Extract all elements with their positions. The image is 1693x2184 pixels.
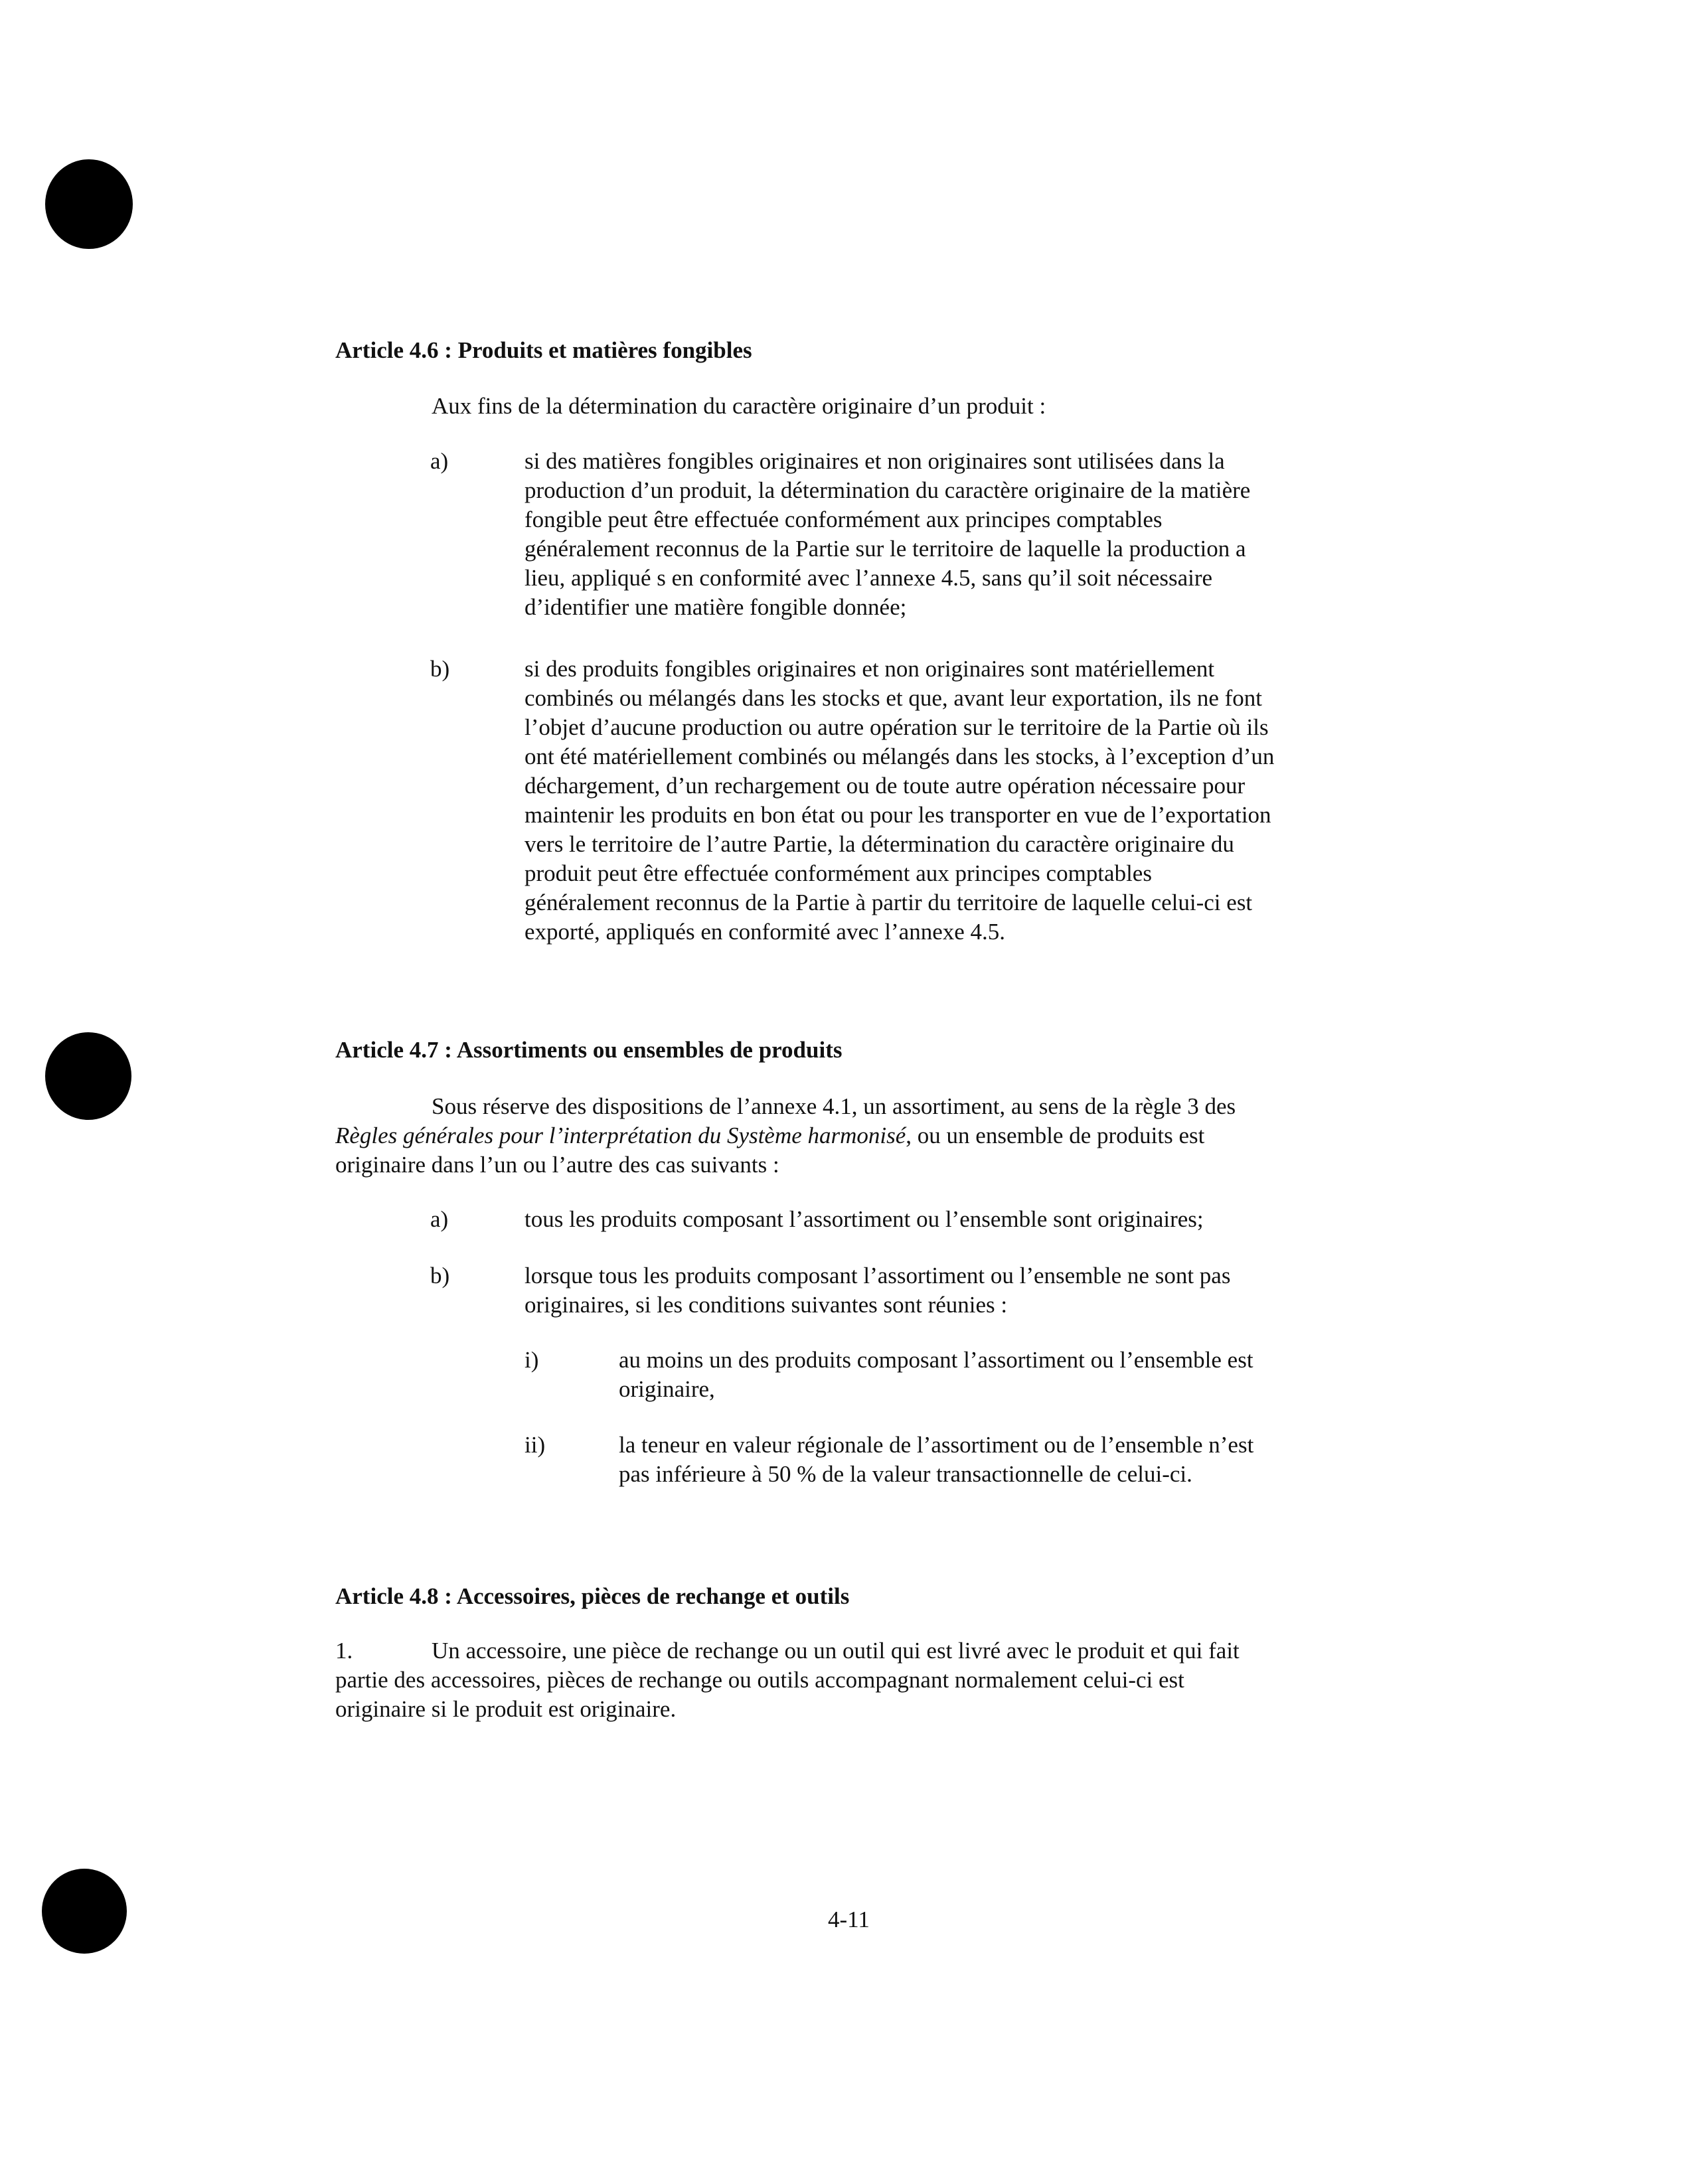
article-4-7-heading: Article 4.7 : Assortiments ou ensembles de produits: [335, 1037, 843, 1063]
punch-hole-top: [45, 159, 133, 249]
article-4-6-item-b: [524, 655, 1274, 947]
intro-line-1: Sous réserve des dispositions de l’annexe 4.1, un assortiment, au sens de la règle 3 des: [432, 1093, 1236, 1119]
article-4-7-item-b-marker: b): [430, 1263, 450, 1288]
article-4-7-intro: [335, 1092, 1236, 1180]
punch-hole-bottom: [42, 1869, 127, 1954]
text-line: partie des accessoires, pièces de rechange ou outils accompagnant normalement celui-ci est: [335, 1667, 1184, 1693]
text-line: généralement reconnus de la Partie à partir du territoire de laquelle celui-ci est: [524, 890, 1253, 915]
article-4-7-item-a: tous les produits composant l’assortiment ou l’ensemble sont originaires;: [524, 1206, 1204, 1232]
text-line: l’objet d’aucune production ou autre opération sur le territoire de la Partie où ils: [524, 714, 1269, 740]
text-line: d’identifier une matière fongible donnée;: [524, 594, 907, 620]
intro-line-3: originaire dans l’un ou l’autre des cas suivants :: [335, 1152, 779, 1178]
text-line: généralement reconnus de la Partie sur le territoire de laquelle la production a: [524, 536, 1246, 562]
intro-line-2-rest: , ou un ensemble de produits est: [906, 1123, 1205, 1148]
text-line: déchargement, d’un rechargement ou de toute autre opération nécessaire pour: [524, 773, 1246, 799]
article-4-6-item-b-marker: b): [430, 656, 450, 682]
article-4-7-sub-ii: [619, 1431, 1253, 1489]
article-4-7-sub-i: [619, 1346, 1253, 1404]
article-4-8-paragraph-1: [335, 1636, 1240, 1724]
article-4-7-sub-ii-marker: ii): [524, 1432, 546, 1458]
text-line: production d’un produit, la détermination du caractère originaire de la matière: [524, 477, 1251, 503]
hs-rules-title: Règles générales pour l’interprétation du Système harmonisé: [335, 1123, 906, 1148]
text-line: Un accessoire, une pièce de rechange ou un outil qui est livré avec le produit et qui fait: [432, 1638, 1240, 1664]
text-line: au moins un des produits composant l’assortiment ou l’ensemble est: [619, 1347, 1253, 1373]
text-line: exporté, appliqués en conformité avec l’annexe 4.5.: [524, 919, 1006, 945]
text-line: maintenir les produits en bon état ou pour les transporter en vue de l’exportation: [524, 802, 1271, 828]
text-line: originaire,: [619, 1376, 715, 1402]
text-line: produit peut être effectuée conformément aux principes comptables: [524, 860, 1152, 886]
text-line: ont été matériellement combinés ou mélangés dans les stocks, à l’exception d’un: [524, 743, 1275, 769]
intro-line-2: [335, 1121, 1236, 1150]
article-4-7-item-b: [524, 1261, 1230, 1320]
text-line: originaire si le produit est originaire.: [335, 1696, 677, 1722]
text-line: si des matières fongibles originaires et non originaires sont utilisées dans la: [524, 448, 1225, 474]
punch-hole-middle: [45, 1032, 131, 1120]
article-4-6-heading: Article 4.6 : Produits et matières fongibles: [335, 337, 752, 363]
text-line: lieu, appliqué s en conformité avec l’annexe 4.5, sans qu’il soit nécessaire: [524, 565, 1213, 591]
article-4-6-item-a: [524, 447, 1250, 622]
article-4-6-item-a-marker: a): [430, 448, 449, 474]
article-4-8-heading: Article 4.8 : Accessoires, pièces de rechange et outils: [335, 1583, 850, 1609]
text-line: lorsque tous les produits composant l’assortiment ou l’ensemble ne sont pas: [524, 1263, 1231, 1288]
article-4-7-item-a-marker: a): [430, 1206, 449, 1232]
text-line: pas inférieure à 50 % de la valeur transactionnelle de celui-ci.: [619, 1461, 1192, 1487]
article-4-6-intro: Aux fins de la détermination du caractère originaire d’un produit :: [432, 393, 1046, 419]
article-4-8-paragraph-number: 1.: [335, 1638, 353, 1664]
text-line: la teneur en valeur régionale de l’assortiment ou de l’ensemble n’est: [619, 1432, 1254, 1458]
page-number: 4-11: [828, 1907, 870, 1932]
text-line: originaires, si les conditions suivantes sont réunies :: [524, 1292, 1008, 1318]
text-line: combinés ou mélangés dans les stocks et que, avant leur exportation, ils ne font: [524, 685, 1262, 711]
article-4-7-sub-i-marker: i): [524, 1347, 539, 1373]
text-line: vers le territoire de l’autre Partie, la détermination du caractère originaire du: [524, 831, 1234, 857]
text-line: si des produits fongibles originaires et non originaires sont matériellement: [524, 656, 1215, 682]
text-line: fongible peut être effectuée conformément aux principes comptables: [524, 507, 1163, 532]
